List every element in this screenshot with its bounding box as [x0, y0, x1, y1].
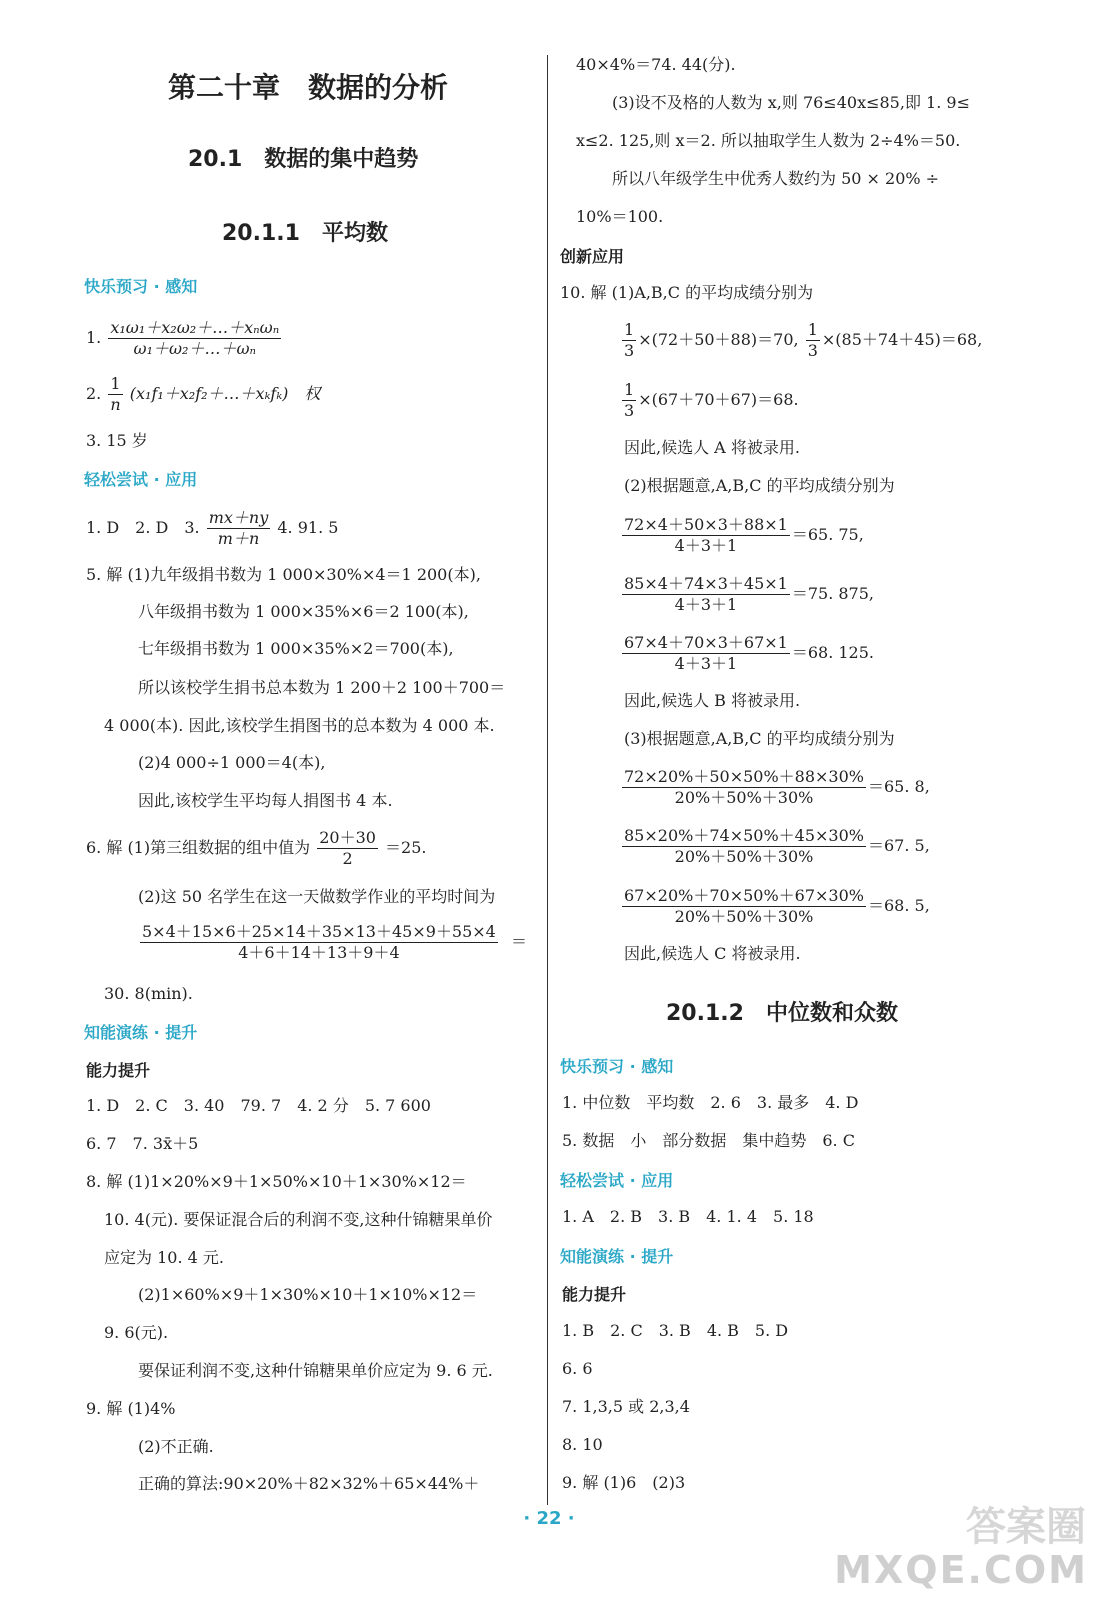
q10-eq-2-frac-num: 1	[807, 320, 818, 339]
q8-line-2: 10. 4(元). 要保证混合后的利润不变,这种什锦糖果单价	[104, 1210, 493, 1229]
q10-weighted-2-den: 4＋3＋1	[674, 595, 738, 614]
q6-line-1	[86, 828, 426, 869]
sub-label-innovation: 创新应用	[560, 247, 625, 266]
q9-line-1: 9. 解 (1)4%	[86, 1399, 176, 1418]
q10-percent-3-den: 20%＋50%＋30%	[674, 907, 814, 926]
section-title: 20.1 数据的集中趋势	[188, 147, 419, 172]
r-line-2: (3)设不及格的人数为 x,则 76≤40x≤85,即 1. 9≤	[612, 93, 970, 112]
q6-text-a: 6. 解 (1)第三组数据的组中值为	[86, 838, 311, 857]
ability2-line-5: 9. 解 (1)6 (2)3	[562, 1473, 686, 1492]
q10-percent-3	[620, 886, 930, 927]
median-line-1: 1. 中位数 平均数 2. 6 3. 最多 4. D	[562, 1093, 859, 1112]
q10-weighted-2-num: 85×4＋74×3＋45×1	[624, 574, 788, 593]
q2-fraction-denominator: n	[110, 395, 121, 414]
q5-line-7: 因此,该校学生平均每人捐图书 4 本.	[138, 791, 393, 810]
q2-fraction-numerator: 1	[108, 374, 122, 395]
watermark-logo: 答案圈	[966, 1504, 1086, 1550]
q1-number: 1.	[86, 328, 102, 347]
q6-text-b: ＝25.	[385, 838, 427, 857]
q10-percent-2-result: ＝67. 5,	[868, 836, 930, 855]
ability-line-1: 1. D 2. C 3. 40 79. 7 4. 2 分 5. 7 600	[86, 1096, 431, 1115]
q10-weighted-2	[620, 574, 874, 615]
q8-line-3: 应定为 10. 4 元.	[104, 1248, 224, 1267]
q1-fraction	[108, 318, 281, 359]
try-fraction-denominator: m＋n	[217, 529, 260, 548]
section-label-try-2: 轻松尝试 · 应用	[560, 1171, 674, 1190]
q5-line-4: 所以该校学生捐书总本数为 1 200＋2 100＋700＝	[138, 678, 506, 697]
q6-big-fraction	[140, 922, 498, 963]
q5-line-1: 5. 解 (1)九年级捐书数为 1 000×30%×4＝1 200(本),	[86, 565, 481, 584]
q10-eq-3-expr: ×(67＋70＋67)＝68.	[638, 390, 799, 409]
q10-weighted-1	[620, 515, 864, 556]
r-line-1: 40×4%＝74. 44(分).	[576, 55, 736, 74]
q6-line-2: (2)这 50 名学生在这一天做数学作业的平均时间为	[138, 887, 496, 906]
q2-fraction	[108, 374, 122, 415]
ability2-line-2: 6. 6	[562, 1359, 593, 1378]
q10-weighted-1-frac	[622, 515, 790, 556]
q10-weighted-2-frac	[622, 574, 790, 615]
q5-line-5: 4 000(本). 因此,该校学生捐图书的总本数为 4 000 本.	[104, 716, 495, 735]
page-number: · 22 ·	[523, 1508, 575, 1529]
q10-percent-3-result: ＝68. 5,	[868, 896, 930, 915]
q10-conclusion-3: 因此,候选人 C 将被录用.	[624, 944, 801, 963]
q9-line-2: (2)不正确.	[138, 1437, 214, 1456]
q10-weighted-1-result: ＝65. 75,	[791, 525, 864, 544]
q10-eq-3-frac-den: 3	[624, 401, 635, 420]
q10-line-3: (3)根据题意,A,B,C 的平均成绩分别为	[624, 729, 895, 748]
q10-eq-1	[620, 320, 982, 361]
try-fraction-numerator: mx＋ny	[208, 508, 269, 527]
q6-fraction-numerator: 20＋30	[319, 828, 376, 847]
q2-expression: (x₁f₁＋x₂f₂＋…＋xₖfₖ) 权	[129, 384, 321, 403]
q5-line-2: 八年级捐书数为 1 000×35%×6＝2 100(本),	[138, 602, 469, 621]
section-label-try: 轻松尝试 · 应用	[84, 470, 198, 489]
q10-percent-1	[620, 767, 930, 808]
q10-percent-1-frac	[622, 767, 866, 808]
q6-line-4: 30. 8(min).	[104, 984, 193, 1003]
q10-weighted-3-den: 4＋3＋1	[674, 654, 738, 673]
q10-eq-1-frac	[622, 320, 636, 361]
q6-equals: ＝	[510, 932, 527, 951]
ability2-line-1: 1. B 2. C 3. B 4. B 5. D	[562, 1321, 789, 1340]
q10-eq-2-expr: ×(85＋74＋45)＝68,	[821, 330, 983, 349]
sub-label-ability: 能力提升	[86, 1061, 151, 1080]
q10-eq-3-frac-num: 1	[624, 380, 635, 399]
q10-line-2: (2)根据题意,A,B,C 的平均成绩分别为	[624, 476, 895, 495]
watermark-text: MXQE.COM	[834, 1548, 1088, 1592]
q10-percent-2-den: 20%＋50%＋30%	[674, 847, 814, 866]
q8-line-5: 9. 6(元).	[104, 1323, 169, 1342]
answer-q3: 3. 15 岁	[86, 431, 148, 450]
q6-fraction	[317, 828, 378, 869]
subsection-title-1: 20.1.1 平均数	[222, 221, 388, 246]
q10-weighted-1-den: 4＋3＋1	[674, 536, 738, 555]
try-answers-line	[86, 508, 338, 549]
q10-weighted-1-num: 72×4＋50×3＋88×1	[624, 515, 788, 534]
q10-weighted-2-result: ＝75. 875,	[791, 584, 875, 603]
try-fraction	[207, 508, 271, 549]
q6-line-3	[138, 922, 527, 963]
q10-percent-2-frac	[622, 826, 866, 867]
q10-percent-3-frac	[622, 886, 866, 927]
try-answers-a: 1. D 2. D 3.	[86, 518, 200, 537]
q9-line-3: 正确的算法:90×20%＋82×32%＋65×44%＋	[138, 1474, 480, 1493]
try-answers-b: 4. 91. 5	[277, 518, 339, 537]
ability2-line-4: 8. 10	[562, 1435, 603, 1454]
q10-percent-1-num: 72×20%＋50×50%＋88×30%	[624, 767, 864, 786]
sub-label-ability-2: 能力提升	[562, 1285, 627, 1304]
r-line-4: 所以八年级学生中优秀人数约为 50 × 20% ÷	[612, 169, 940, 188]
chapter-title: 第二十章 数据的分析	[168, 71, 449, 104]
q10-percent-3-num: 67×20%＋70×50%＋67×30%	[624, 886, 864, 905]
q10-weighted-3-num: 67×4＋70×3＋67×1	[624, 633, 788, 652]
try2-line-1: 1. A 2. B 3. B 4. 1. 4 5. 18	[562, 1207, 814, 1226]
answer-q1	[86, 318, 283, 359]
q10-weighted-3-frac	[622, 633, 790, 674]
answer-q2	[86, 374, 320, 415]
q10-eq-1-frac-num: 1	[624, 320, 635, 339]
q10-eq-2-frac	[806, 320, 820, 361]
q10-percent-2	[620, 826, 930, 867]
q6-big-fraction-denominator: 4＋6＋14＋13＋9＋4	[238, 943, 400, 962]
r-line-3: x≤2. 125,则 x＝2. 所以抽取学生人数为 2÷4%＝50.	[576, 131, 961, 150]
q10-line-1: 10. 解 (1)A,B,C 的平均成绩分别为	[560, 283, 814, 302]
ability-line-2: 6. 7 7. 3x̄＋5	[86, 1134, 199, 1153]
r-line-5: 10%＝100.	[576, 207, 664, 226]
subsection-title-2: 20.1.2 中位数和众数	[666, 1001, 898, 1026]
q5-line-3: 七年级捐书数为 1 000×35%×2＝700(本),	[138, 639, 454, 658]
section-label-preview: 快乐预习 · 感知	[84, 277, 198, 296]
q10-eq-1-expr: ×(72＋50＋88)＝70,	[638, 330, 799, 349]
q1-fraction-numerator: x₁ω₁＋x₂ω₂＋…＋xₙωₙ	[110, 318, 280, 337]
q10-eq-2-frac-den: 3	[807, 341, 818, 360]
q10-percent-1-den: 20%＋50%＋30%	[674, 788, 814, 807]
section-label-drill: 知能演练 · 提升	[84, 1023, 198, 1042]
q6-fraction-denominator: 2	[342, 849, 353, 868]
q6-big-fraction-numerator: 5×4＋15×6＋25×14＋35×13＋45×9＋55×4	[142, 922, 496, 941]
q8-line-4: (2)1×60%×9＋1×30%×10＋1×10%×12＝	[138, 1285, 478, 1304]
q10-percent-2-num: 85×20%＋74×50%＋45×30%	[624, 826, 864, 845]
q10-weighted-3-result: ＝68. 125.	[791, 643, 875, 662]
median-line-2: 5. 数据 小 部分数据 集中趋势 6. C	[562, 1131, 855, 1150]
q10-conclusion-2: 因此,候选人 B 将被录用.	[624, 691, 801, 710]
q10-weighted-3	[620, 633, 874, 674]
q1-fraction-denominator: ω₁＋ω₂＋…＋ωₙ	[133, 339, 257, 358]
column-divider	[547, 55, 548, 1505]
q8-line-1: 8. 解 (1)1×20%×9＋1×50%×10＋1×30%×12＝	[86, 1172, 467, 1191]
section-label-preview-2: 快乐预习 · 感知	[560, 1057, 674, 1076]
q8-line-6: 要保证利润不变,这种什锦糖果单价应定为 9. 6 元.	[138, 1361, 493, 1380]
section-label-drill-2: 知能演练 · 提升	[560, 1247, 674, 1266]
q2-number: 2.	[86, 384, 102, 403]
q5-line-6: (2)4 000÷1 000＝4(本),	[138, 753, 326, 772]
q10-eq-1-frac-den: 3	[624, 341, 635, 360]
q10-conclusion-1: 因此,候选人 A 将被录用.	[624, 438, 800, 457]
ability2-line-3: 7. 1,3,5 或 2,3,4	[562, 1397, 690, 1416]
q10-percent-1-result: ＝65. 8,	[868, 777, 930, 796]
q10-eq-3	[620, 380, 799, 421]
q10-eq-3-frac	[622, 380, 636, 421]
